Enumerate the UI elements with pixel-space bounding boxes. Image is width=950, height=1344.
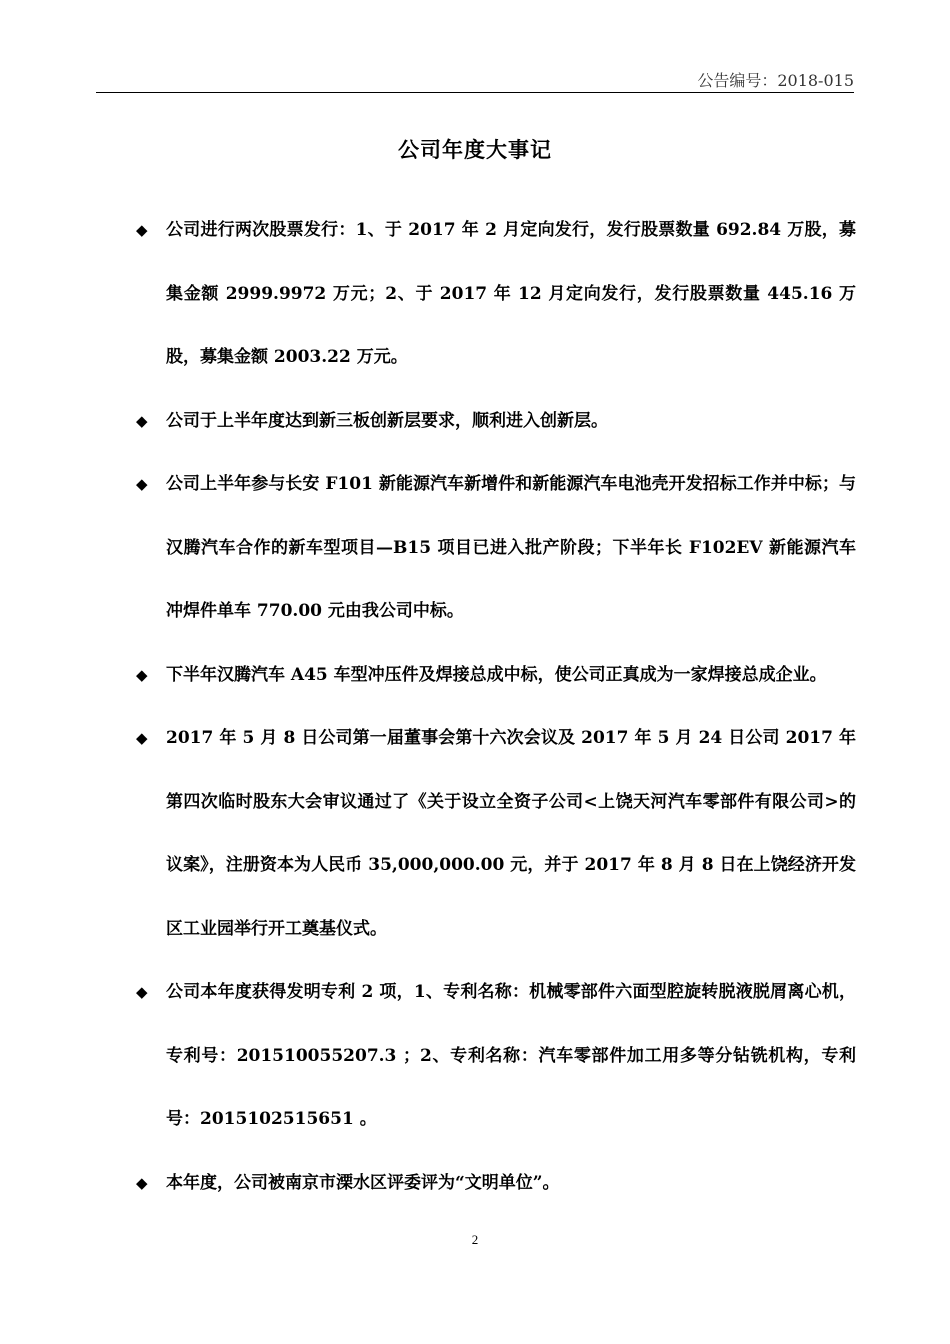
event-item (96, 390, 856, 454)
event-text: 下半年汉腾汽车 A45 车型冲压件及焊接总成中标，使公司正真成为一家焊接总成企业。 (166, 664, 827, 685)
page-title: 公司年度大事记 (398, 138, 552, 162)
event-item (96, 644, 856, 708)
event-text: 公司本年度获得发明专利 2 项，1、专利名称：机械零部件六面型腔旋转脱液脱屑离心机，专利号：201510055207.3 ；2、专利名称：汽车零部件加工用多等分钻铣机构，专利号：2015102515651 。 (166, 982, 856, 1129)
events-list (96, 199, 856, 1215)
page-number: 2 (471, 1232, 479, 1247)
page-header (96, 58, 854, 93)
announcement-number: 公告编号：2018-015 (697, 71, 854, 90)
diamond-bullet-icon: ◆ (136, 221, 148, 239)
event-item (96, 453, 856, 644)
event-text: 公司于上半年度达到新三板创新层要求，顺利进入创新层。 (166, 410, 608, 431)
event-text: 公司进行两次股票发行：1、于 2017 年 2 月定向发行，发行股票数量 692.84 万股，募集金额 2999.9972 万元；2、于 2017 年 12 月定向发行，发行股票数量 445.16 万股，募集金额 2003.22 万元。 (166, 220, 856, 367)
event-item (96, 1152, 856, 1216)
event-text: 2017 年 5 月 8 日公司第一届董事会第十六次会议及 2017 年 5 月 24 日公司 2017 年第四次临时股东大会审议通过了《关于设立全资子公司<上饶天河汽车零部件有限公司>的议案》，注册资本为人民币 35,000,000.00 元，并于 2017 年 8 月 8 日在上饶经济开发区工业园举行开工奠基仪式。 (166, 728, 856, 939)
diamond-bullet-icon: ◆ (136, 983, 148, 1001)
event-item (96, 961, 856, 1152)
diamond-bullet-icon: ◆ (136, 729, 148, 747)
event-text: 本年度，公司被南京市溧水区评委评为“文明单位”。 (166, 1172, 560, 1193)
diamond-bullet-icon: ◆ (136, 411, 148, 430)
event-item (96, 199, 856, 390)
diamond-bullet-icon: ◆ (136, 665, 148, 684)
event-text: 公司上半年参与长安 F101 新能源汽车新增件和新能源汽车电池壳开发招标工作并中标；与汉腾汽车合作的新车型项目—B15 项目已进入批产阶段；下半年长 F102EV 新能源汽车冲焊件单车 770.00 元由我公司中标。 (166, 474, 856, 621)
diamond-bullet-icon: ◆ (136, 475, 148, 493)
diamond-bullet-icon: ◆ (136, 1173, 148, 1192)
event-item (96, 707, 856, 961)
